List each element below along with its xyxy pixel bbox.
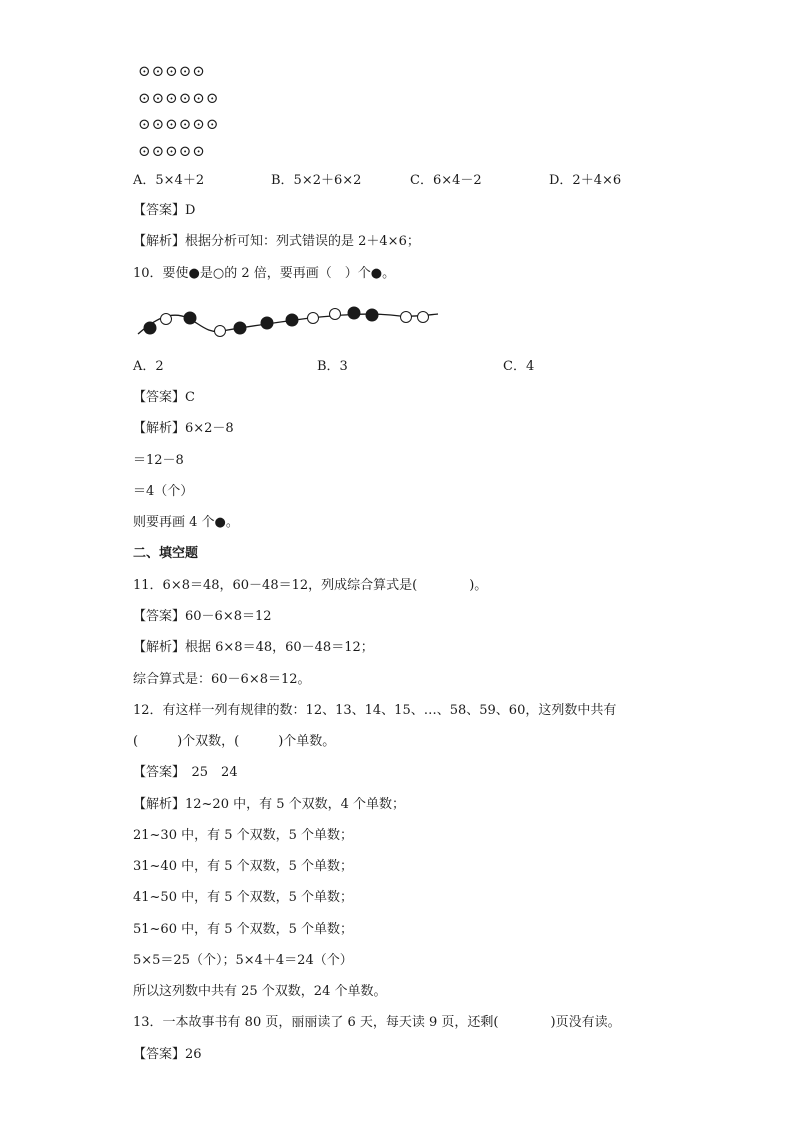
q13-answer: 【答案】26: [133, 1047, 202, 1062]
open-bead: [401, 312, 412, 323]
q10-option-b: B．3: [317, 359, 348, 374]
open-bead: [215, 326, 226, 337]
q13-question: 13．一本故事书有 80 页，丽丽读了 6 天，每天读 9 页，还剩( )页没有读。: [133, 1015, 621, 1030]
q11-analysis-line-2: 综合算式是：60－6×8＝12。: [133, 672, 311, 687]
q10-analysis-line-4: 则要再画 4 个●。: [133, 515, 239, 530]
section-title: 二、填空题: [133, 546, 199, 561]
q9-analysis: 【解析】根据分析可知：列式错误的是 2＋4×6；: [133, 234, 420, 249]
q11-question: 11．6×8＝48，60－48＝12，列成综合算式是( )。: [133, 578, 488, 593]
q12-analysis-line-4: 41~50 中，有 5 个双数，5 个单数；: [133, 890, 354, 905]
q9-option-b: B．5×2＋6×2: [271, 173, 362, 188]
open-bead: [418, 312, 429, 323]
filled-bead: [348, 307, 360, 319]
q10-analysis-line-1: 【解析】6×2－8: [133, 421, 234, 436]
filled-bead: [366, 309, 378, 321]
filled-bead: [261, 317, 273, 329]
dot-row-1: ⊙⊙⊙⊙⊙: [138, 62, 206, 80]
q12-analysis-line-2: 21~30 中，有 5 个双数，5 个单数；: [133, 828, 354, 843]
filled-bead: [234, 322, 246, 334]
filled-bead: [144, 322, 156, 334]
q12-question-line-2: ( )个双数，( )个单数。: [133, 734, 336, 749]
q10-question: 10．要使●是○的 2 倍，要再画（ ）个●。: [133, 266, 396, 281]
q9-option-c: C．6×4－2: [410, 173, 482, 188]
filled-bead: [286, 314, 298, 326]
filled-bead: [184, 312, 196, 324]
q10-answer: 【答案】C: [133, 390, 195, 405]
q10-analysis-line-2: ＝12－8: [133, 453, 184, 468]
q9-option-a: A．5×4＋2: [133, 173, 205, 188]
q10-option-c: C．4: [503, 359, 535, 374]
q12-analysis-line-5: 51~60 中，有 5 个双数，5 个单数；: [133, 922, 354, 937]
q12-analysis-line-3: 31~40 中，有 5 个双数，5 个单数；: [133, 859, 354, 874]
q10-analysis-line-3: ＝4（个）: [133, 484, 194, 499]
dot-row-2: ⊙⊙⊙⊙⊙⊙: [138, 89, 220, 107]
q10-option-a: A．2: [133, 359, 164, 374]
q12-analysis-line-7: 所以这列数中共有 25 个双数，24 个单数。: [133, 984, 387, 999]
q11-analysis-line-1: 【解析】根据 6×8＝48，60－48＝12；: [133, 640, 374, 655]
q9-option-d: D．2＋4×6: [549, 173, 622, 188]
q12-analysis-line-6: 5×5＝25（个）；5×4＋4＝24（个）: [133, 953, 353, 968]
q9-answer: 【答案】D: [133, 203, 196, 218]
dot-row-3: ⊙⊙⊙⊙⊙⊙: [138, 115, 220, 133]
open-bead: [161, 314, 172, 325]
open-bead: [330, 309, 341, 320]
q12-question-line-1: 12．有这样一列有规律的数：12、13、14、15、…、58、59、60，这列数中共有: [133, 703, 617, 718]
open-bead: [308, 313, 319, 324]
q12-answer: 【答案】 25 24: [133, 765, 238, 780]
q12-analysis-line-1: 【解析】12~20 中，有 5 个双数，4 个单数；: [133, 797, 406, 812]
bead-string-figure: [130, 300, 450, 345]
q11-answer: 【答案】60－6×8＝12: [133, 609, 272, 624]
dot-row-4: ⊙⊙⊙⊙⊙: [138, 142, 206, 160]
